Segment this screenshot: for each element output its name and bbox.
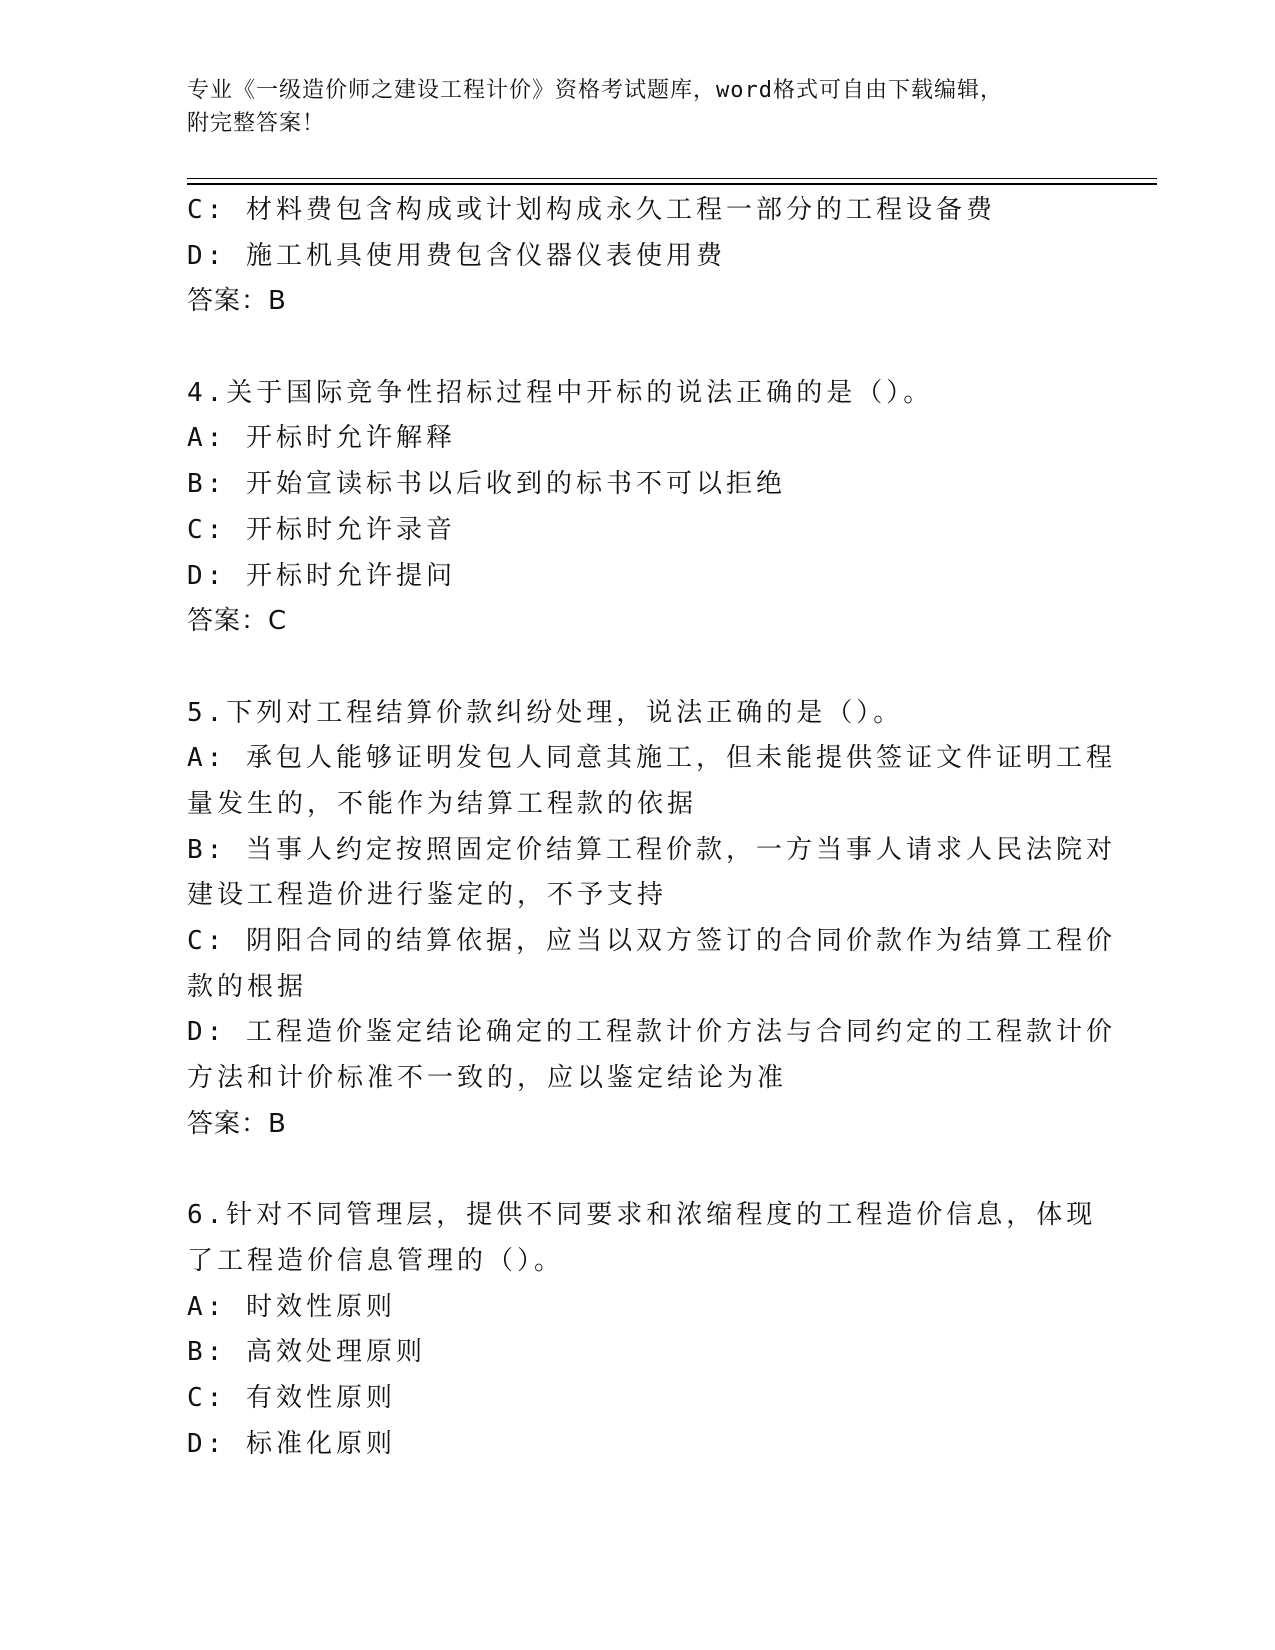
- option-a: A: 开标时允许解释: [187, 423, 456, 454]
- option-d: D: 施工机具使用费包含仪器仪表使用费: [187, 240, 726, 271]
- question-stem: 5.下列对工程结算价款纠纷处理，说法正确的是（）。: [187, 697, 904, 728]
- question-stem: 4.关于国际竞争性招标过程中开标的说法正确的是（）。: [187, 377, 934, 408]
- option-a-line-1: A: 承包人能够证明发包人同意其施工，但未能提供签证文件证明工程: [187, 743, 1116, 774]
- option-d: D: 开标时允许提问: [187, 560, 456, 591]
- header-divider-thick: [187, 183, 1157, 185]
- document-header: [187, 74, 1067, 140]
- option-b: B: 高效处理原则: [187, 1337, 426, 1368]
- spacer: [187, 325, 1087, 371]
- option-d-line-2: 方法和计价标准不一致的，应以鉴定结论为准: [187, 1063, 788, 1094]
- option-d-line-1: D: 工程造价鉴定结论确定的工程款计价方法与合同约定的工程款计价: [187, 1017, 1116, 1048]
- question-stem-line-1: 6.针对不同管理层，提供不同要求和浓缩程度的工程造价信息，体现: [187, 1200, 1097, 1231]
- option-c-line-2: 款的根据: [187, 971, 308, 1002]
- option-c: C: 材料费包含构成或计划构成永久工程一部分的工程设备费: [187, 195, 996, 225]
- option-c: C: 开标时允许录音: [187, 514, 456, 545]
- option-d: D: 标准化原则: [187, 1428, 396, 1459]
- question-6: [187, 1193, 1097, 1467]
- question-5: [187, 691, 1116, 1148]
- option-c: C: 有效性原则: [187, 1382, 396, 1413]
- answer-label: 答案：B: [187, 1108, 287, 1139]
- option-b-line-2: 建设工程造价进行鉴定的，不予支持: [187, 880, 668, 911]
- option-b: B: 开始宣读标书以后收到的标书不可以拒绝: [187, 469, 786, 500]
- header-divider-thin: [187, 178, 1157, 179]
- spacer: [187, 1147, 1087, 1193]
- answer-label: 答案：C: [187, 606, 288, 637]
- header-line-2: 附完整答案！: [187, 111, 326, 136]
- option-c-line-1: C: 阴阳合同的结算依据，应当以双方签订的合同价款作为结算工程价: [187, 926, 1116, 956]
- answer-label: 答案：B: [187, 286, 287, 317]
- option-b-line-1: B: 当事人约定按照固定价结算工程价款，一方当事人请求人民法院对: [187, 834, 1116, 865]
- question-stem-line-2: 了工程造价信息管理的（）。: [187, 1245, 565, 1276]
- question-4: [187, 371, 1087, 645]
- option-a-line-2: 量发生的，不能作为结算工程款的依据: [187, 788, 698, 819]
- question-3-tail: [187, 188, 1087, 325]
- header-line-1: 专业《一级造价师之建设工程计价》资格考试题库，word格式可自由下载编辑，: [187, 78, 1003, 103]
- question-list: [187, 188, 1116, 1467]
- spacer: [187, 645, 1087, 691]
- option-a: A: 时效性原则: [187, 1291, 396, 1322]
